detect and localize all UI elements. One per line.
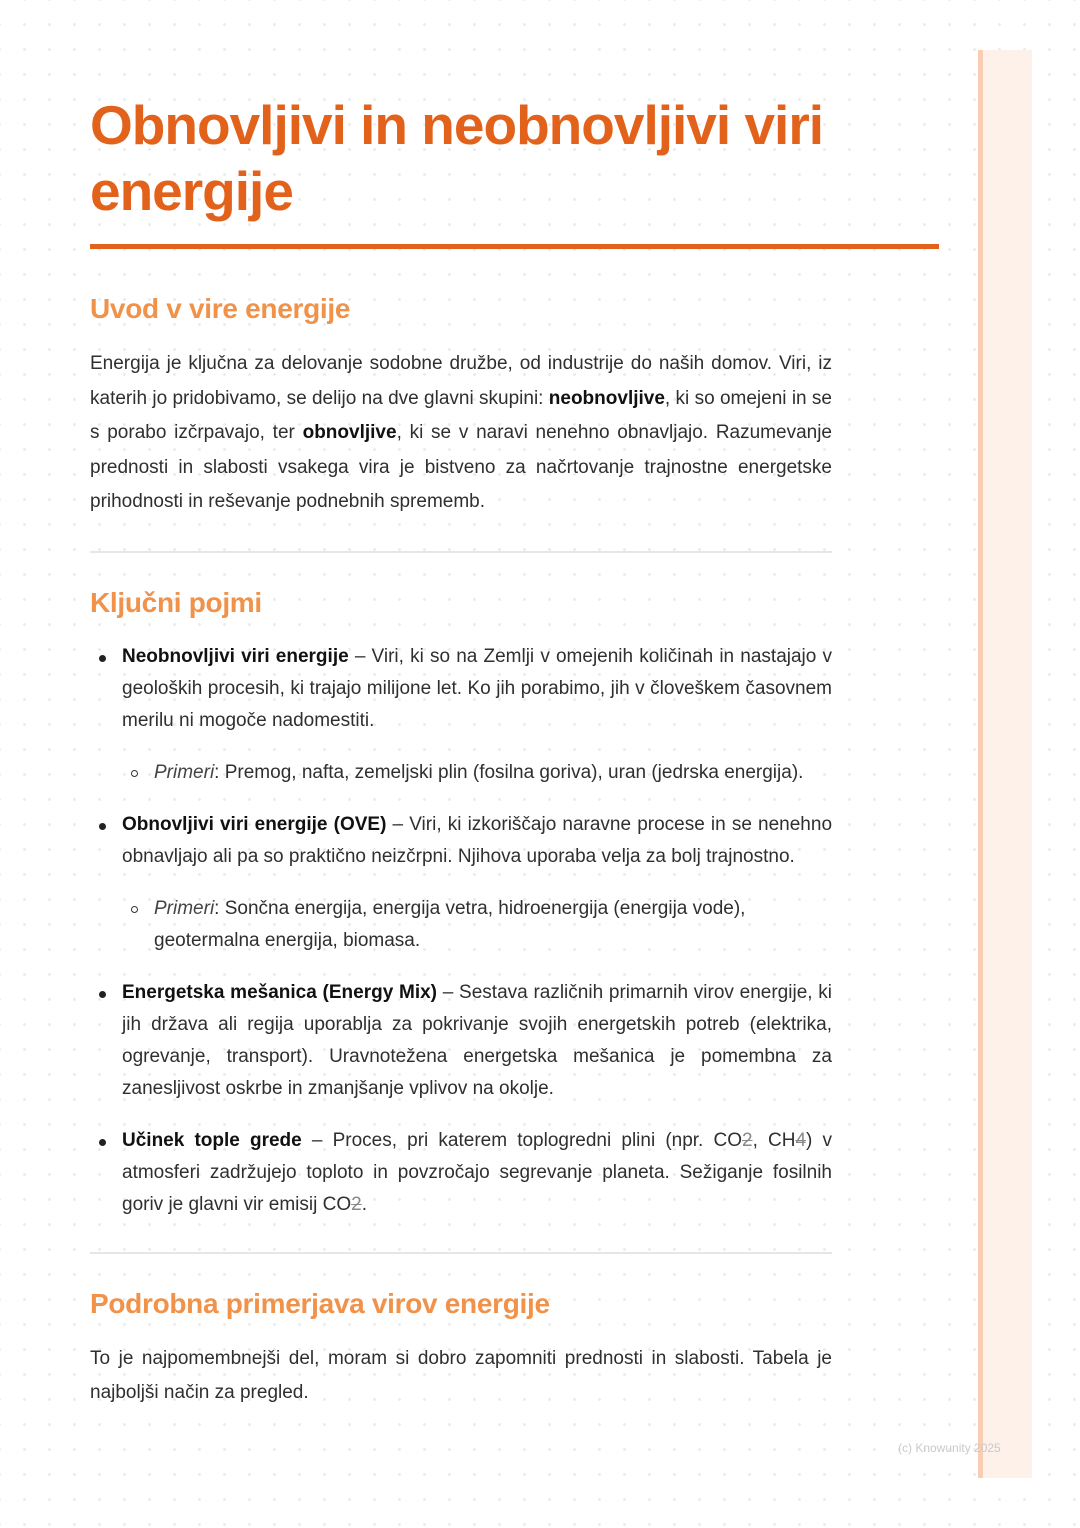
list-item <box>90 809 832 957</box>
intro-heading: Uvod v vire energije <box>90 293 351 324</box>
title-underline <box>90 244 939 249</box>
concepts-heading: Ključni pojmi <box>90 586 262 618</box>
item-term: Učinek tople grede <box>122 1129 302 1151</box>
item-definition: – Viri, ki izkoriščajo naravne procese in se nenehno obnavljajo ali pa so praktično neizčrpni. Njihova uporaba velja za bolj trajnostno. <box>122 813 833 867</box>
comparison-heading: Podrobna primerjava virov energije <box>90 1287 550 1319</box>
item-term: Obnovljivi viri energije (OVE) <box>122 813 387 835</box>
examples-text <box>154 893 832 957</box>
item-term: Energetska mešanica (Energy Mix) <box>122 981 438 1003</box>
item-text-b: , CH <box>752 1129 796 1151</box>
list-item <box>90 1125 832 1221</box>
bullet-icon <box>99 655 106 662</box>
item-text <box>122 1125 832 1221</box>
copyright-note: (c) Knowunity 2025 <box>898 1441 1001 1455</box>
item-text <box>122 977 832 1105</box>
examples-label: Primeri <box>154 897 215 919</box>
sub-list-item <box>122 893 832 957</box>
item-text-a: – Proces, pri katerem toplogredni plini (npr. CO <box>301 1129 742 1151</box>
item-text <box>122 641 832 737</box>
struck-subscript: 2 <box>351 1193 362 1215</box>
section-divider <box>90 551 832 553</box>
intro-text-3: , ki se v naravi nenehno obnavljajo. Razumevanje prednosti in slabosti vsakega vira je bistveno za načrtovanje trajnostne energetske prihodnosti in reševanje podnebnih sprememb. <box>90 422 832 512</box>
hollow-bullet-icon <box>131 770 138 777</box>
concepts-list <box>90 641 832 1221</box>
bullet-icon <box>99 991 106 998</box>
item-definition: – Viri, ki so na Zemlji v omejenih količinah in nastajajo v geoloških procesih, ki trajajo milijone let. Ko jih porabimo, jih v človeškem časovnem merilu ni mogoče nadomestiti. <box>122 645 832 731</box>
section-divider <box>90 1252 832 1254</box>
item-text <box>122 809 832 873</box>
list-item <box>90 641 832 789</box>
intro-text-2: , ki so omejeni in se s porabo izčrpavajo, ter <box>90 387 832 443</box>
sub-list-item <box>122 757 832 789</box>
side-margin-line <box>978 50 983 1478</box>
hollow-bullet-icon <box>131 906 138 913</box>
examples-content: : Premog, nafta, zemeljski plin (fosilna goriva), uran (jedrska energija). <box>214 761 804 783</box>
document-content <box>90 92 832 1411</box>
struck-subscript: 4 <box>795 1129 807 1151</box>
struck-subscript: 2 <box>741 1129 753 1151</box>
examples-text <box>154 757 832 789</box>
item-term: Neobnovljivi viri energije <box>122 645 349 667</box>
concepts-section <box>90 585 832 1221</box>
comparison-paragraph: To je najpomembnejši del, moram si dobro zapomniti prednosti in slabosti. Tabela je najboljši način za pregled. <box>90 1347 832 1403</box>
intro-section <box>90 291 832 520</box>
intro-text-1: Energija je ključna za delovanje sodobne družbe, od industrije do naših domov. Viri, iz katerih jo pridobivamo, se delijo na dve glavni skupini: <box>90 353 832 409</box>
intro-bold-renewable: obnovljive <box>302 422 397 443</box>
bullet-icon <box>99 823 106 830</box>
intro-bold-nonrenewable: neobnovljive <box>548 387 665 409</box>
item-text-c: ) v atmosferi zadržujejo toploto in povzročajo segrevanje planeta. Sežiganje fosilnih goriv je glavni vir emisij CO <box>122 1129 832 1215</box>
examples-label: Primeri <box>154 761 215 783</box>
comparison-section <box>90 1286 832 1411</box>
list-item <box>90 977 832 1105</box>
item-text-d: . <box>361 1193 367 1215</box>
bullet-icon <box>99 1139 106 1146</box>
item-definition: – Sestava različnih primarnih virov energije, ki jih država ali regija uporablja za pokrivanje svojih energetskih potreb (elektrika, ogrevanje, transport). Uravnotežena energetska mešanica je pomembna za zanesljivost oskrbe in zmanjšanje vplivov na okolje. <box>122 981 832 1099</box>
page-title: Obnovljivi in neobnovljivi viri energije <box>90 94 824 222</box>
examples-content: : Sončna energija, energija vetra, hidroenergija (energija vode), geotermalna energija, biomasa. <box>154 897 746 951</box>
intro-paragraph <box>90 347 832 520</box>
side-margin-band <box>978 50 1032 1478</box>
